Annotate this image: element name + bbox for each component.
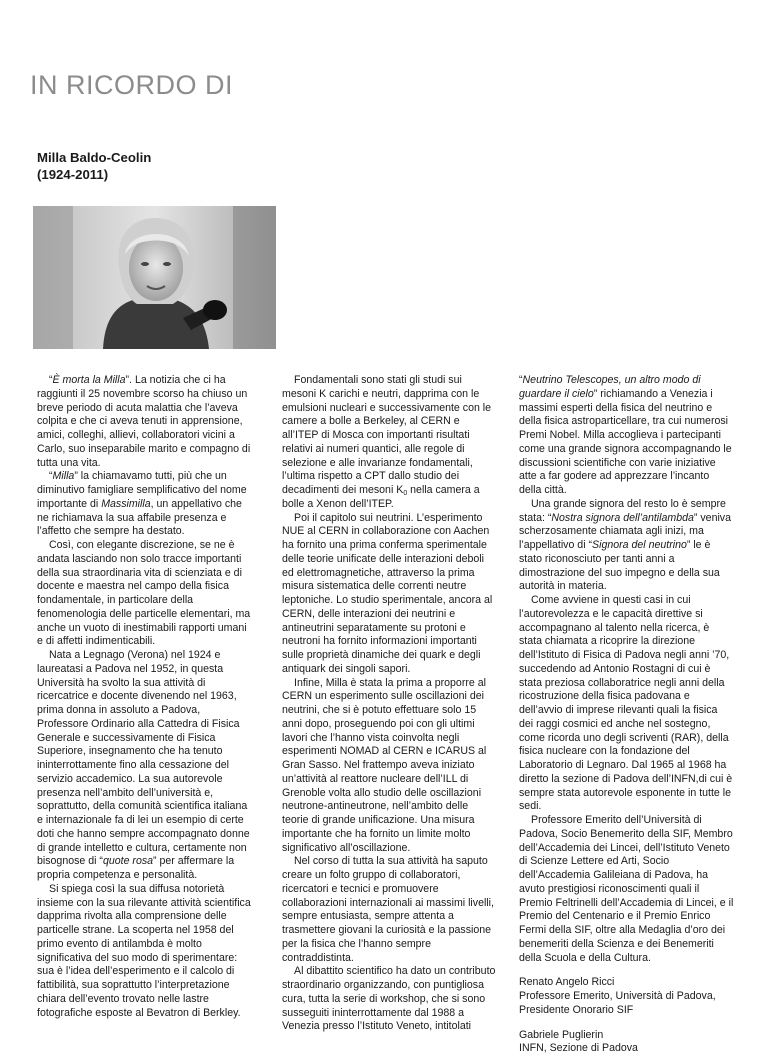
paragraph: Una grande signora del resto lo è sempre stata: “Nostra signora dell’antilambda” veniva scherzosamente chiamata agli inizi, ma l’appellativo di “Signora del neutrino” le è stato riconosciuto per tanti anni a dimostrazione del suo impegno e della sua autorità in materia.	[519, 498, 734, 594]
paragraph: Nel corso di tutta la sua attività ha saputo creare un folto gruppo di collaboratori, ricercatori e tecnici e promuovere collaborazioni internazionali ai massimi livelli, sempre entusiasta, sempre attenta a trasmettere giovani la curiosità e la passione per la fisica che l’hanno sempre contraddistinta.	[282, 855, 497, 965]
signature-2: Gabriele Puglierin INFN, Sezione di Padova	[519, 1029, 734, 1056]
person-heading	[37, 149, 151, 183]
paragraph: Come avviene in questi casi in cui l’autorevolezza e le capacità direttive si accompagnano al talento nella ricerca, è stata chiamata a ricoprire la direzione dell’Istituto di Fisica di Padova negli anni ’70, succedendo ad Antonio Rostagni di cui è stata preziosa collaboratrice negli anni della ricostruzione della fisica padovana e dell’avvio di imprese rilevanti quali la fisica dei raggi cosmici ed anche nel sostegno, come ricorda uno degli scriventi (RAR), della fisica nucleare con la fondazione del Laboratorio di Legnaro. Dal 1965 al 1968 ha diretto la sezione di Padova dell’INFN,di cui è sempre stata autorevole esponente in tutte le sedi.	[519, 594, 734, 814]
signature-1: Renato Angelo Ricci Professore Emerito, Università di Padova, Presidente Onorario SIF	[519, 976, 734, 1017]
column-1	[37, 374, 252, 1020]
paragraph: Infine, Milla è stata la prima a proporre al CERN un esperimento sulle oscillazioni dei neutrini, che si è potuto effettuare solo 15 anni dopo, proseguendo poi con gli ultimi lavori che l’hanno vista coinvolta negli esperimenti NOMAD al CERN e ICARUS al Gran Sasso. Nel frattempo aveva iniziato un’attività al reattore nucleare dell’ILL di Grenoble volta allo studio delle oscillazioni neutrone-antineutrone, nell’ambito delle teorie di grande unificazione. Una misura importante che ha fornito un limite molto significativo all’oscillazione.	[282, 677, 497, 856]
portrait-photo	[33, 206, 276, 349]
paragraph: Si spiega così la sua diffusa notorietà insieme con la sua rilevante attività scientifica dapprima rivolta alla comprensione delle particelle strane. La scoperta nel 1958 del primo evento di antilambda è molto significativa del suo modo di sperimentare: sua è l’idea dell’esperimento e il calcolo di fattibilità, sua soprattutto l’interpretazione chiara dell’evento trovato nelle lastre fotografiche esposte al Bevatron di Berkley.	[37, 883, 252, 1021]
column-3	[519, 374, 734, 1056]
paragraph: “Milla” la chiamavamo tutti, più che un diminutivo famigliare semplificativo del nome importante di Massimilla, un appellativo che ne richiamava la sua affabile presenza e l’affetto che sempre ha destato.	[37, 470, 252, 539]
person-dates: (1924-2011)	[37, 166, 151, 183]
paragraph: Nata a Legnago (Verona) nel 1924 e laureatasi a Padova nel 1952, in questa Università ha svolto la sua attività di ricercatrice e docente divenendo nel 1963, prima donna in assoluto a Padova, Professore Ordinario alla Cattedra di Fisica Generale e successivamente di Fisica Superiore, insegnamento che ha tenuto ininterrottamente fino alla cessazione del servizio accademico. La sua autorevole presenza nell’ambito dell’università e, soprattutto, della comunità scientifica italiana e internazionale fa di lei un esempio di certe doti che hanno sempre accompagnato donne di grande intelletto e cultura, certamente non bisognose di “quote rosa” per affermare la propria competenza e personalità.	[37, 649, 252, 883]
paragraph: “Neutrino Telescopes, un altro modo di guardare il cielo” richiamando a Venezia i massimi esperti della fisica del neutrino e della fisica astroparticellare, tra cui numerosi Premi Nobel. Milla accoglieva i partecipanti come una grande signora accompagnando le discussioni scientifiche con varie iniziative atte a far godere ad apprezzare l’incanto della città.	[519, 374, 734, 498]
paragraph: Così, con elegante discrezione, se ne è andata lasciando non solo tracce importanti della sua straordinaria vita di scienziata e di docente e maestra nel campo della fisica fondamentale, in particolare della fenomenologia delle particelle elementari, ma anche un vuoto di inestimabili rapporti umani e di affetti indimenticabili.	[37, 539, 252, 649]
paragraph: Fondamentali sono stati gli studi sui mesoni K carichi e neutri, dapprima con le emulsioni nucleari e successivamente con le camere a bolle a Berkeley, al CERN e all’ITEP di Mosca con importanti risultati relativi ai numeri quantici, alle regole di selezione e alle invarianze fondamentali, l’ultima rispetto a CPT dallo studio dei decadimenti dei mesoni $K_0$ nella camera a bolle a Xenon dell’ITEP.	[282, 374, 497, 512]
portrait-photo-icon	[33, 206, 276, 349]
paragraph: Al dibattito scientifico ha dato un contributo straordinario organizzando, con puntigliosa cura, tutta la serie di workshop, che si sono susseguiti ininterrottamente dal 1988 a Venezia presso l’Istituto Veneto, intitolati	[282, 965, 497, 1034]
person-name: Milla Baldo-Ceolin	[37, 149, 151, 166]
column-2	[282, 374, 497, 1034]
section-title: IN RICORDO DI	[30, 70, 233, 101]
paragraph: Poi il capitolo sui neutrini. L’esperimento NUE al CERN in collaborazione con Aachen ha fornito una prima conferma sperimentale delle teorie unificate delle interazioni deboli ed elettromagnetiche, attraverso la prima misura sistematica delle correnti neutre leptoniche. Lo studio sperimentale, ancora al CERN, delle interazioni dei neutrini e antineutrini separatamente su protoni e neutroni ha fornito informazioni importanti sulle proprietà dinamiche dei quark e degli antiquark dei singoli sapori.	[282, 512, 497, 677]
paragraph: “È morta la Milla”. La notizia che ci ha raggiunti il 25 novembre scorso ha chiuso un breve periodo di acuta malattia che l’aveva colpita e che ci aveva tenuti in apprensione, amici, colleghi, allievi, collaboratori vicini a Carlo, suo inseparabile marito e compagno di tutta una vita.	[37, 374, 252, 470]
paragraph: Professore Emerito dell’Università di Padova, Socio Benemerito della SIF, Membro dell’Accademia dei Lincei, dell’Istituto Veneto di Scienze Lettere ed Arti, Socio dell’Accademia Galileiana di Padova, ha avuto prestigiosi riconoscimenti quali il Premio Feltrinelli dell’Accademia di Lincei, e il Premio del Centenario e il Premio Enrico Fermi della SIF, oltre alla Medaglia d’oro dei benemeriti della Scienza e dei Benemeriti della Scuola e della Cultura.	[519, 814, 734, 965]
